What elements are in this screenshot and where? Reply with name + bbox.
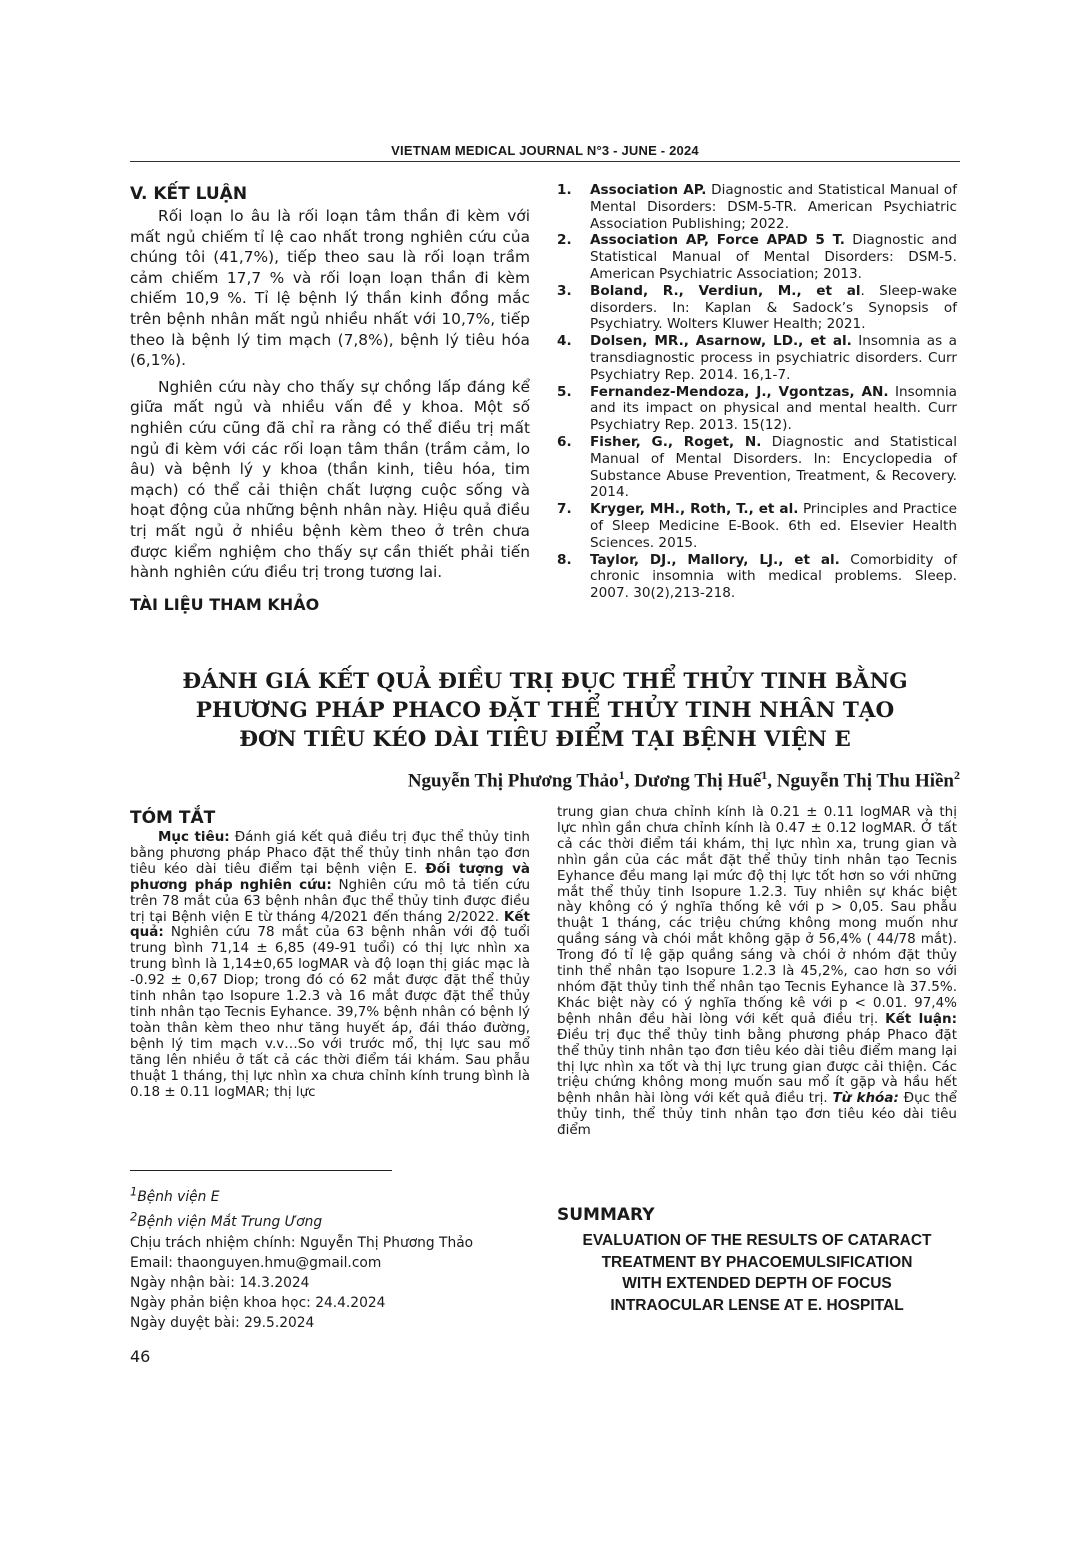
conclusion-paragraph-2: Nghiên cứu này cho thấy sự chồng lấp đáng kể giữa mất ngủ và nhiều vấn đề y khoa. Một số nghiên cứu cũng đã chỉ ra rằng có thể điều trị mất ngủ đi kèm với các rối loạn tâm thần (trầm cảm, lo âu) và bệnh lý y khoa (thần kinh, tiêu hóa, tim mạch) có thể cải thiện chất lượng cuộc sống và hoạt động của những bệnh nhân này. Hiệu quả điều trị mất ngủ ở nhiều bệnh kèm theo ở trên chưa được kiểm nghiệm cho thấy sự cần thiết phải tiến hành nghiên cứu điều trị trong tương lai.: [130, 377, 530, 582]
reference-item: 4. Dolsen, MR., Asarnow, LD., et al. Insomnia as a transdiagnostic process in psychiatric disorders. Curr Psychiatry Rep. 2014. 16,1-7.: [557, 333, 957, 383]
affiliation-marker: 1: [761, 768, 768, 782]
affiliation-marker: 2: [954, 768, 960, 782]
author-name: , Nguyễn Thị Thu Hiền: [767, 770, 954, 792]
abstract-methods: Nghiên cứu mô tả tiến cứu trên 78 mắt của 63 bệnh nhân đục thể thủy tinh được điều trị tại Bệnh viện E từ tháng 4/2021 đến tháng 2/2022.: [130, 876, 530, 925]
review-date: Ngày phản biện khoa học: 24.4.2024: [130, 1295, 386, 1312]
reference-item: 5. Fernandez-Mendoza, J., Vgontzas, AN. Insomnia and its impact on physical and mental health. Curr Psychiatry Rep. 2013. 15(12).: [557, 383, 957, 434]
summary-title-line-2: TREATMENT BY PHACOEMULSIFICATION: [601, 1253, 913, 1271]
abstract-keywords: Đục thể thủy tinh, thể thủy tinh nhân tạo đơn tiêu kéo dài tiêu điểm: [557, 1090, 957, 1139]
abstract-conclusion: Điều trị đục thể thủy tinh bằng phương pháp Phaco đặt thể thủy tinh nhân tạo đơn tiêu kéo dài tiêu điểm mang lại thị lực nhìn xa tốt và thị lực trung gian được cải thiện. Các triệu chứng không mong muốn sau mổ ít gặp và hầu hết bệnh nhân hài lòng với kết quả điều trị.: [557, 1026, 957, 1107]
footnote-divider: [130, 1170, 392, 1171]
reference-item: 7. Kryger, MH., Roth, T., et al. Principles and Practice of Sleep Medicine E-Book. 6th ed. Elsevier Health Sciences. 2015.: [557, 501, 957, 551]
journal-header: VIETNAM MEDICAL JOURNAL N°3 - JUNE - 2024: [391, 143, 699, 158]
conclusion-body: [130, 206, 530, 583]
abstract-results: Nghiên cứu 78 mắt của 63 bệnh nhân với độ tuổi trung bình 71,14 ± 6,85 (49-91 tuổi) có thị lực nhìn xa trung bình là 1,14±0,65 logMAR và độ loạn thị giác mạc là -0.92 ± 0,67 Diop; trong đó có 62 mắt được đặt thể thủy tinh nhân tạo Isopure 1.2.3 và 16 mắt được đặt thể thủy tinh nhân tạo Tecnis Eyhance. 39,7% bệnh nhân có bệnh lý toàn thân kèm theo như tăng huyết áp, đái tháo đường, bệnh lý tim mạch v.v…So với trước mổ, thị lực sau mổ tăng lên nhiều ở tất cả các thời điểm tái khám. Sau phẫu thuật 1 tháng, thị lực nhìn xa chưa chỉnh kính trung bình là 0.18 ± 0.11 logMAR; thị lực: [130, 924, 531, 1100]
abstract-methods-label: Đối tượng và phương pháp nghiên cứu:: [130, 860, 530, 893]
author-name: Nguyễn Thị Phương Thảo: [407, 770, 619, 792]
article-title: [130, 667, 960, 754]
article-title-line-2: PHƯƠNG PHÁP PHACO ĐẶT THỂ THỦY TINH NHÂN TẠO: [195, 698, 895, 723]
reference-item: 2. Association AP, Force APAD 5 T. Diagnostic and Statistical Manual of Mental Disorders: DSM-5. American Psychiatric Association; 2013.: [557, 232, 957, 282]
article-title-line-3: ĐƠN TIÊU KÉO DÀI TIÊU ĐIỂM TẠI BỆNH VIỆN E: [239, 727, 851, 752]
conclusion-section: [130, 184, 530, 614]
footnotes: [130, 1181, 530, 1334]
abstract-column-right: [557, 805, 957, 1139]
reference-item: 3. Boland, R., Verdiun, M., et al. Sleep-wake disorders. In: Kaplan & Sadock’s Synopsis of Psychiatry. Wolters Kluwer Health; 2021.: [557, 282, 957, 333]
abstract-heading: TÓM TẮT: [130, 808, 216, 828]
abstract-aim-label: Mục tiêu:: [158, 829, 230, 845]
abstract-results-label: Kết quả:: [130, 908, 530, 941]
summary-title-line-1: EVALUATION OF THE RESULTS OF CATARACT: [582, 1232, 932, 1249]
article-authors: [408, 768, 960, 792]
header-divider: [130, 161, 960, 162]
affiliation-marker: 1: [618, 768, 625, 782]
received-date: Ngày nhận bài: 14.3.2024: [130, 1275, 310, 1291]
reference-item: 1. Association AP. Diagnostic and Statistical Manual of Mental Disorders: DSM-5-TR. American Psychiatric Association Publishing; 2022.: [557, 182, 957, 232]
reference-item: 8. Taylor, DJ., Mallory, LJ., et al. Comorbidity of chronic insomnia with medical problems. Sleep. 2007. 30(2),213-218.: [557, 551, 957, 602]
abstract-conclusion-label: Kết luận:: [885, 1010, 957, 1027]
reference-item: 6. Fisher, G., Roget, N. Diagnostic and Statistical Manual of Mental Disorders. In: Encyclopedia of Substance Abuse Prevention, Treatment, & Recovery. 2014.: [557, 433, 957, 501]
references-list: [557, 182, 957, 602]
approval-date: Ngày duyệt bài: 29.5.2024: [130, 1315, 315, 1332]
conclusion-heading: V. KẾT LUẬN: [130, 184, 248, 204]
abstract-keywords-label: Từ khóa:: [832, 1090, 899, 1107]
article-title-line-1: ĐÁNH GIÁ KẾT QUẢ ĐIỀU TRỊ ĐỤC THỂ THỦY TINH BẰNG: [182, 669, 908, 694]
abstract-aim: Đánh giá kết quả điều trị đục thể thủy tinh bằng phương pháp Phaco đặt thể thủy tinh nhân tạo đơn tiêu kéo dài tiêu điểm tại bệnh viện E.: [130, 829, 530, 877]
abstract-column-left: [130, 830, 530, 1100]
page-number: 46: [130, 1347, 151, 1366]
responsible-author: Chịu trách nhiệm chính: Nguyễn Thị Phương Thảo: [130, 1234, 474, 1251]
abstract-results-continued: trung gian chưa chỉnh kính là 0.21 ± 0.11 logMAR và thị lực nhìn gần chưa chỉnh kính là 0.47 ± 0.12 logMAR. Ở tất cả các thời điểm tái khám, thị lực nhìn xa, trung gian và nhìn gần của các mắt đặt thể thủy tinh nhân tạo Tecnis Eyhance đều mang lại mức độ thị lực tốt hơn so với những mắt thể thủy tinh Isopure 1.2.3. Tuy nhiên sự khác biệt này không có ý nghĩa thống kê với p > 0,05. Sau phẫu thuật 1 tháng, các triệu chứng không mong muốn như quầng sáng và chói mắt không gặp ở 56,4% ( 44/78 mắt). Trong đó tỉ lệ gặp quầng sáng và chói ở nhóm đặt thủy tinh thể nhân tạo Isopure 1.2.3 là 45,2%, cao hơn so với nhóm đặt thủy tinh thể nhân tạo Tecnis Eyhance là 37.5%. Khác biệt này có ý nghĩa thống kê với p < 0.01. 97,4% bệnh nhân đều hài lòng với kết quả điều trị.: [557, 804, 957, 1027]
conclusion-paragraph-1: Rối loạn lo âu là rối loạn tâm thần đi kèm với mất ngủ chiếm tỉ lệ cao nhất trong nghiên cứu của chúng tôi (41,7%), tiếp theo sau là rối loạn trầm cảm chiếm 17,7 % và rối loạn loạn thần đi kèm chiếm 10,9 %. Tỉ lệ bệnh lý thần kinh đồng mắc trên bệnh nhân mất ngủ nhiều nhất với 10,7%, tiếp theo là bệnh lý tim mạch (7,8%), bệnh lý tiêu hóa (6,1%).: [130, 207, 530, 370]
author-name: , Dương Thị Huế: [624, 770, 762, 792]
summary-heading: SUMMARY: [557, 1205, 655, 1225]
summary-title: [557, 1230, 957, 1316]
contact-email: Email: thaonguyen.hmu@gmail.com: [130, 1254, 382, 1271]
summary-title-line-3: WITH EXTENDED DEPTH OF FOCUS: [622, 1275, 892, 1292]
affiliation-1: $^1$Bệnh viện E: [130, 1184, 220, 1205]
references-heading: TÀI LIỆU THAM KHẢO: [130, 594, 320, 614]
affiliation-2: $^2$Bệnh viện Mắt Trung Ương: [130, 1209, 323, 1231]
summary-title-line-4: INTRAOCULAR LENSE AT E. HOSPITAL: [610, 1296, 904, 1314]
